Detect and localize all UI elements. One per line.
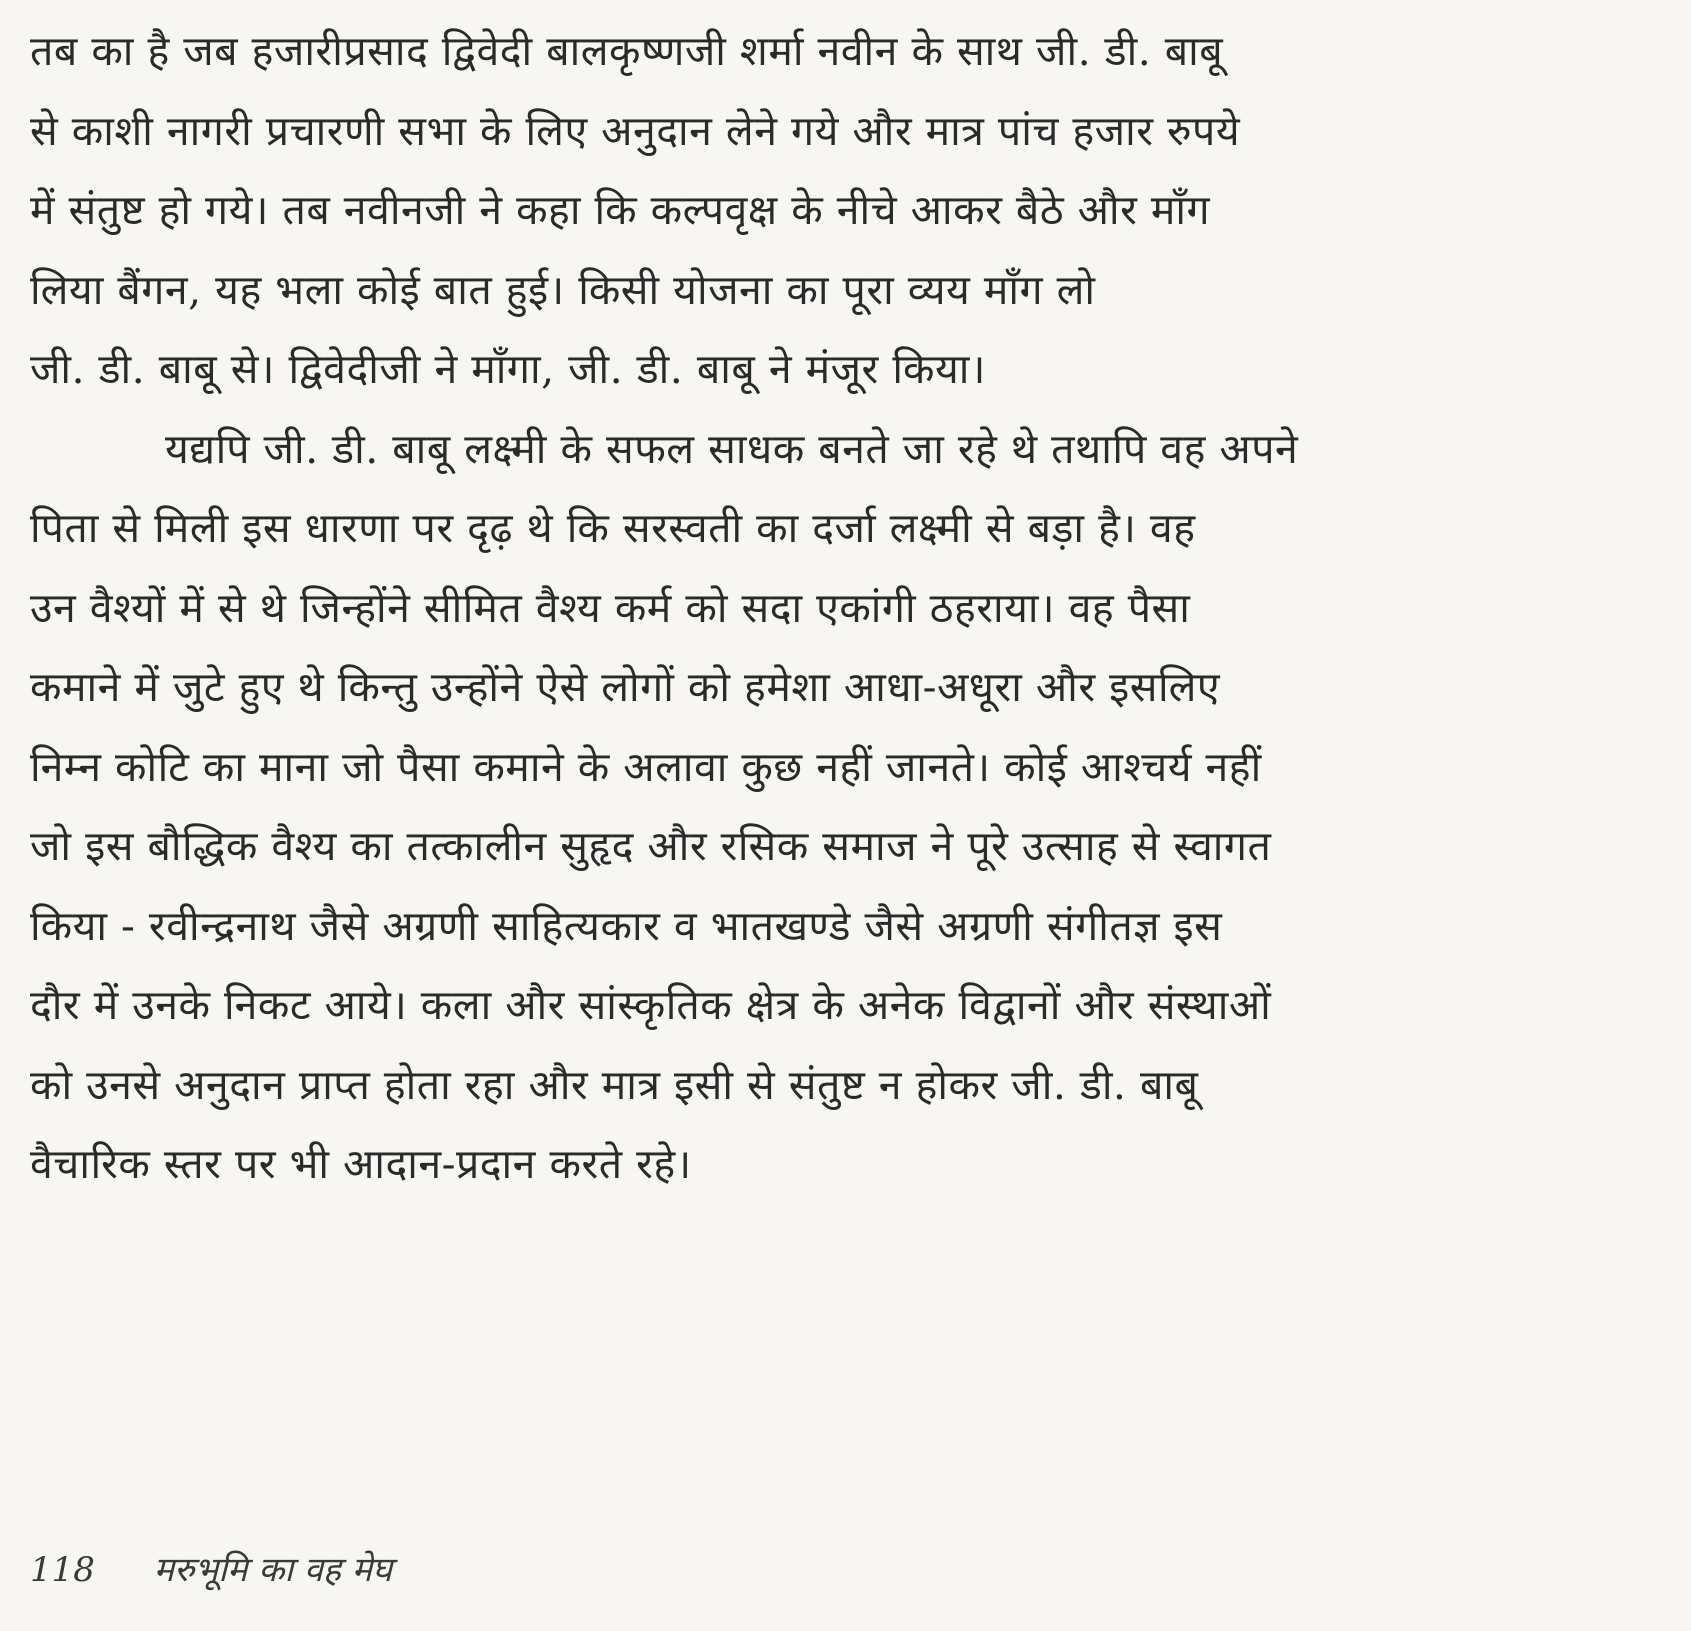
text-line: वैचारिक स्तर पर भी आदान-प्रदान करते रहे। [30,1140,692,1188]
text-line: जो इस बौद्धिक वैश्य का तत्कालीन सुहृद और रसिक समाज ने पूरे उत्साह से स्वागत [30,822,1272,870]
text-line: कमाने में जुटे हुए थे किन्तु उन्होंने ऐसे लोगों को हमेशा आधा-अधूरा और इसलिए [30,663,1221,711]
page-footer [30,1545,392,1591]
running-title: मरुभूमि का वह मेघ [153,1550,393,1590]
text-line: दौर में उनके निकट आये। कला और सांस्कृतिक क्षेत्र के अनेक विद्वानों और संस्थाओं [30,981,1272,1029]
paragraph-1 [30,12,1650,410]
text-line: उन वैश्यों में से थे जिन्होंने सीमित वैश्य कर्म को सदा एकांगी ठहराया। वह पैसा [30,583,1191,632]
text-line: जी. डी. बाबू से। द्विवेदीजी ने माँगा, जी. डी. बाबू ने मंजूर किया। [30,345,986,393]
text-line: में संतुष्ट हो गये। तब नवीनजी ने कहा कि कल्पवृक्ष के नीचे आकर बैठे और माँग [30,186,1211,234]
text-line: किया - रवीन्द्रनाथ जैसे अग्रणी साहित्यकार व भातखण्डे जैसे अग्रणी संगीतज्ञ इस [30,901,1223,950]
text-line: पिता से मिली इस धारणा पर दृढ़ थे कि सरस्वती का दर्जा लक्ष्मी से बड़ा है। वह [30,504,1196,552]
text-line: से काशी नागरी प्रचारणी सभा के लिए अनुदान लेने गये और मात्र पांच हजार रुपये [30,106,1241,155]
text-line: निम्न कोटि का माना जो पैसा कमाने के अलावा कुछ नहीं जानते। कोई आश्चर्य नहीं [30,742,1262,791]
text-line: तब का है जब हजारीप्रसाद द्विवेदी बालकृष्णजी शर्मा नवीन के साथ जी. डी. बाबू [30,27,1224,75]
text-line: को उनसे अनुदान प्राप्त होता रहा और मात्र इसी से संतुष्ट न होकर जी. डी. बाबू [30,1060,1199,1109]
text-line: लिया बैंगन, यह भला कोई बात हुई। किसी योजना का पूरा व्यय माँग लो [30,265,1096,314]
page-number: 118 [30,1550,95,1590]
body-text [30,12,1650,1205]
paragraph-2 [30,410,1650,1205]
text-line: यद्यपि जी. डी. बाबू लक्ष्मी के सफल साधक बनते जा रहे थे तथापि वह अपने [165,424,1299,473]
